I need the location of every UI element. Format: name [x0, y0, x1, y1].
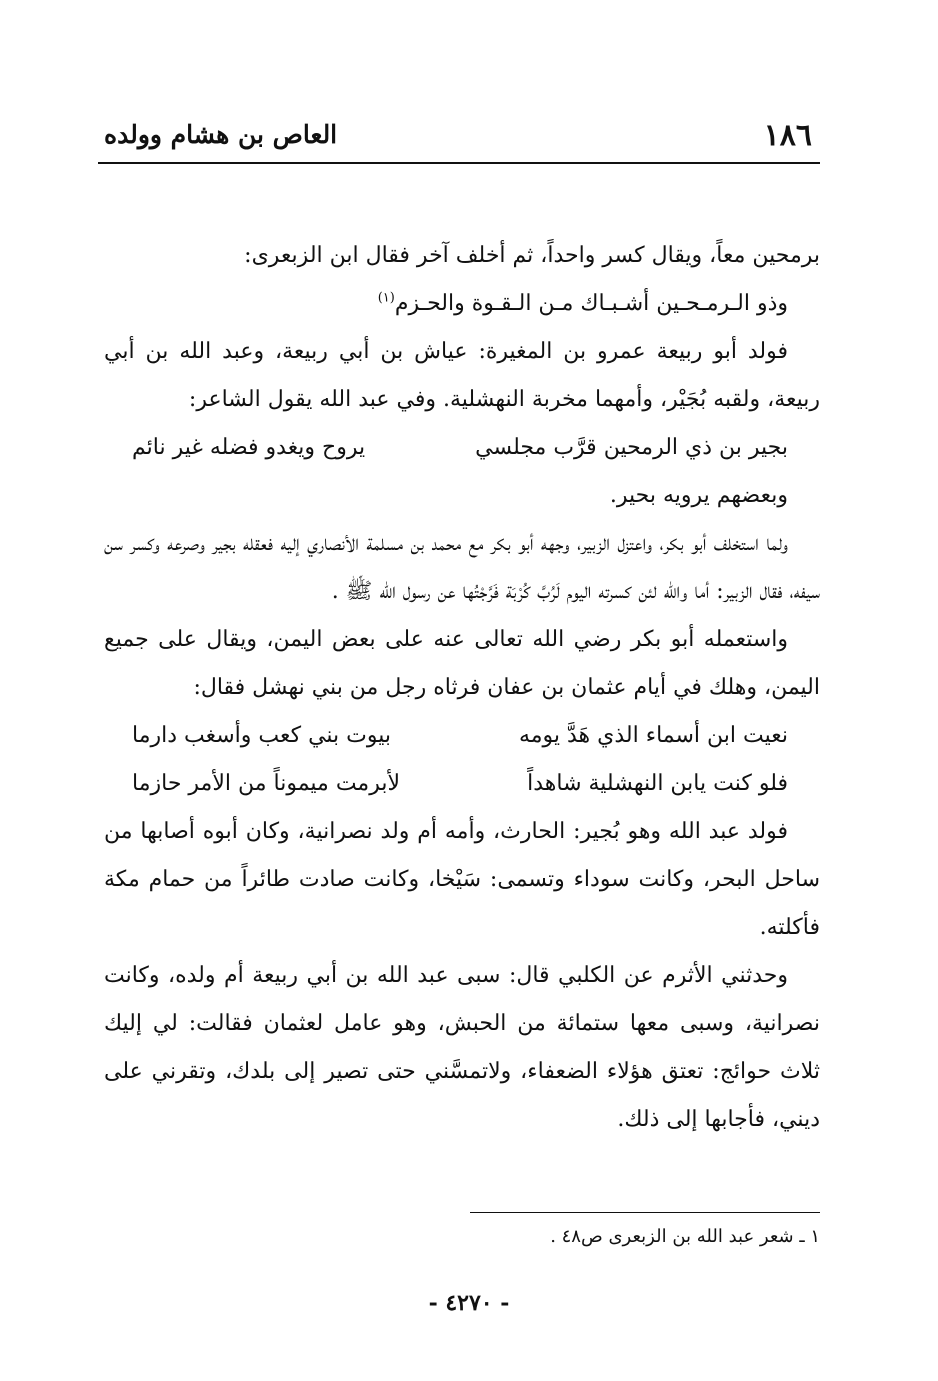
page-header [98, 112, 820, 160]
verse-4-second-hemistich: لأبرمت ميموناً من الأمر حازما [132, 771, 401, 796]
verse-3 [104, 712, 820, 760]
footnote-rule [470, 1212, 820, 1213]
verse-1 [104, 280, 820, 328]
paragraph-5: واستعمله أبو بكر رضي الله تعالى عنه على بعض اليمن، ويقال على جميع اليمن، وهلك في أيام عثمان بن عفان فرثاه رجل من بني نهشل فقال: [104, 627, 820, 700]
verse-1-text: وذو الـرمـحـين أشـبـاك مـن الـقـوة والحـزم [394, 291, 788, 316]
paragraph-7: وحدثني الأثرم عن الكلبي قال: سبى عبد الله بن أبي ربيعة أم ولده، وكانت نصرانية، وسبى معها ستمائة من الحبش، وهو عامل لعثمان فقالت: لي إليك ثلاث حوائج: تعتق هؤلاء الضعفاء، ولاتمسَّني حتى تصير إلى بلدك، وتقرني على ديني، فأجابها إلى ذلك. [104, 963, 820, 1132]
verse-2-first-hemistich: بجير بن ذي الرمحين قرَّب مجلسي [475, 435, 788, 460]
footnote-marker: (١) [377, 290, 395, 306]
footer-page-number: - ٤٢٧٠ - [428, 1290, 510, 1316]
verse-3-first-hemistich: نعيت ابن أسماء الذي هَدَّ يومه [518, 723, 788, 748]
paragraph-1: برمحين معاً، ويقال كسر واحداً، ثم أخلف آخر فقال ابن الزبعرى: [244, 243, 820, 268]
paragraph-4: ولما استخلف أبو بكر، واعتزل الزبير، وجهه أبو بكر مع محمد بن مسلمة الأنصاري إليه فعقله بجير وصرعه وكسر سن سيفه، فقال الزبير: أما والله لئن كسرته اليوم لَرُبَّ كُرْبَة فَرَّجْتُها عن رسول الله ﷺ . [104, 531, 820, 604]
book-page-number: ١٨٦ [763, 118, 812, 153]
verse-3-second-hemistich: بيوت بني كعب وأسغب دارما [132, 723, 392, 748]
verse-1-hemistich [378, 280, 788, 328]
paragraph-2: فولد أبو ربيعة عمرو بن المغيرة: عياش بن أبي ربيعة، وعبد الله بن أبي ربيعة، ولقبه بُجَيْر، وأمهما مخربة النهشلية. وفي عبد الله يقول الشاعر: [104, 339, 820, 412]
footnote: ١ ـ شعر عبد الله بن الزبعرى ص٤٨ . [550, 1226, 820, 1247]
running-title: العاص بن هشام وولده [104, 120, 338, 149]
verse-4 [104, 760, 820, 808]
paragraph-3: وبعضهم يرويه بحير. [609, 483, 788, 508]
verse-2-second-hemistich: يروح ويغدو فضله غير نائم [132, 435, 366, 460]
main-text [104, 232, 820, 1144]
verse-4-first-hemistich: فلو كنت يابن النهشلية شاهداً [527, 771, 788, 796]
header-rule [98, 162, 820, 164]
verse-2 [104, 424, 820, 472]
paragraph-6: فولد عبد الله وهو بُجير: الحارث، وأمه أم ولد نصرانية، وكان أبوه أصابها من ساحل البحر، وكانت سوداء وتسمى: سَيْخا، وكانت صادت طائراً من حمام مكة فأكلته. [104, 819, 820, 940]
